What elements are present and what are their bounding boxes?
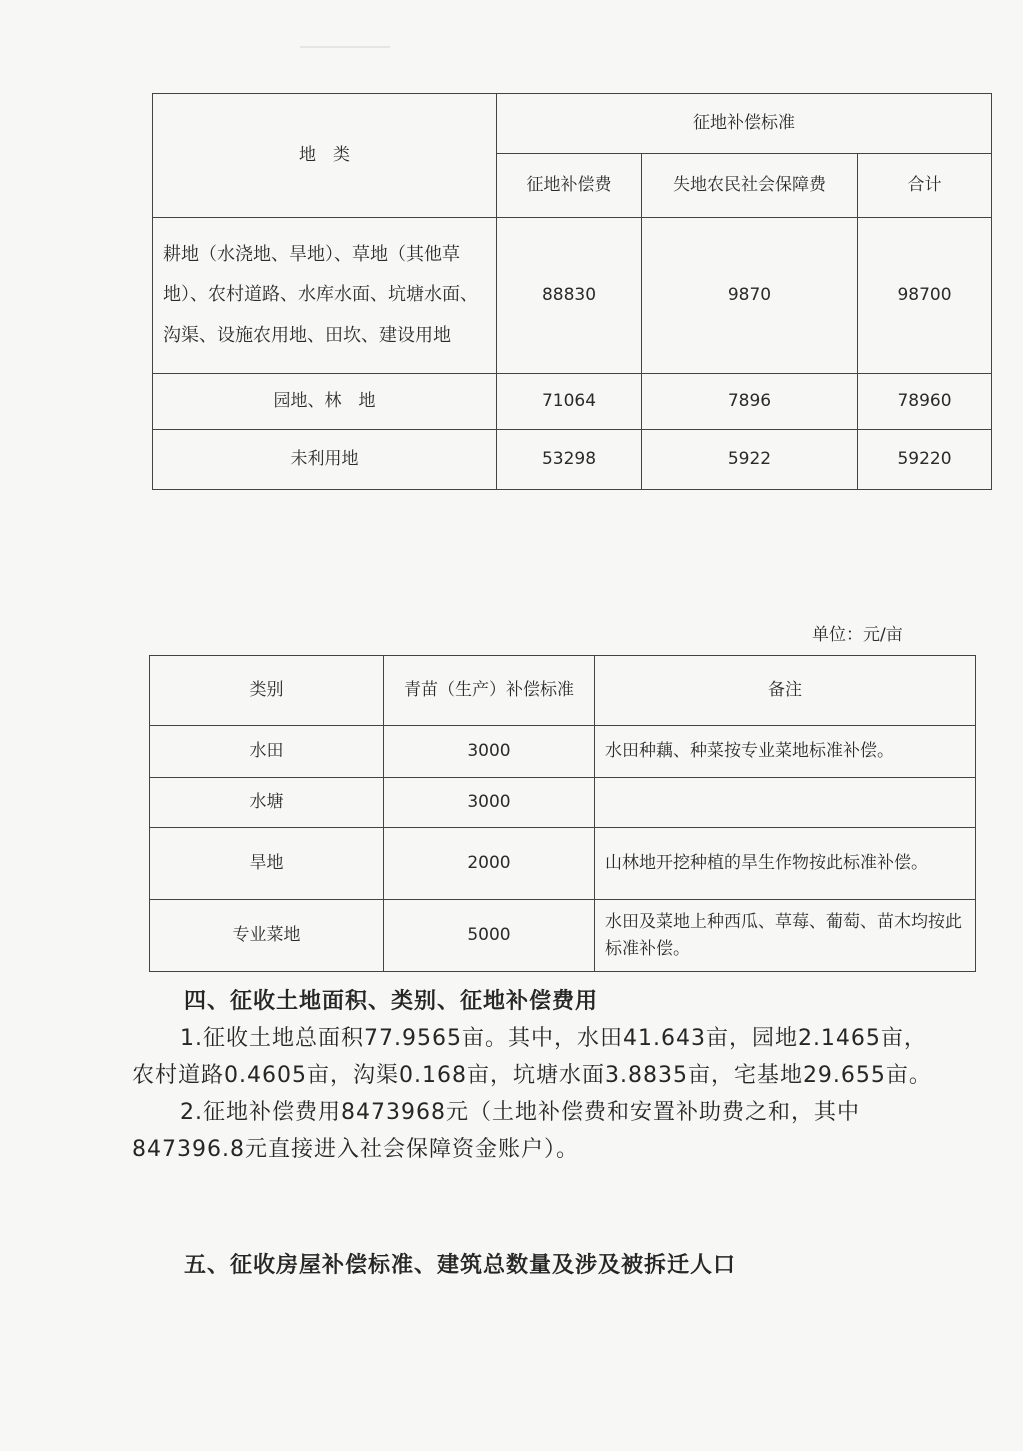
total-cell: 78960 (858, 374, 992, 430)
table-row (150, 778, 976, 828)
note-cell: 山林地开挖种植的旱生作物按此标准补偿。 (595, 828, 976, 900)
category-cell: 专业菜地 (150, 900, 384, 972)
social-security-cell: 5922 (642, 430, 858, 490)
table-row (150, 900, 976, 972)
scan-mark (300, 46, 390, 58)
header-land-type: 地 类 (153, 94, 497, 218)
category-cell: 水塘 (150, 778, 384, 828)
note-cell (595, 778, 976, 828)
table-row (150, 726, 976, 778)
header-compensation: 征地补偿费 (497, 154, 642, 218)
section-4-heading: 四、征收土地面积、类别、征地补偿费用 (184, 989, 599, 1014)
header-note: 备注 (595, 656, 976, 726)
compensation-cell: 71064 (497, 374, 642, 430)
header-total: 合计 (858, 154, 992, 218)
standard-cell: 3000 (384, 778, 595, 828)
land-type-cell: 耕地（水浇地、旱地）、草地（其他草地）、农村道路、水库水面、坑塘水面、沟渠、设施农用地、田坎、建设用地 (153, 218, 497, 374)
section-5-heading: 五、征收房屋补偿标准、建筑总数量及涉及被拆迁人口 (184, 1253, 737, 1278)
land-compensation-table (152, 93, 992, 490)
social-security-cell: 7896 (642, 374, 858, 430)
standard-cell: 2000 (384, 828, 595, 900)
note-cell: 水田种藕、种菜按专业菜地标准补偿。 (595, 726, 976, 778)
section-4-paragraph-1: 1.征收土地总面积77.9565亩。其中，水田41.643亩，园地2.1465亩，农村道路0.4605亩，沟渠0.168亩，坑塘水面3.8835亩，宅基地29.655亩。 (132, 1026, 932, 1088)
section-4 (132, 984, 932, 1168)
note-cell: 水田及菜地上种西瓜、草莓、葡萄、苗木均按此标准补偿。 (595, 900, 976, 972)
total-cell: 59220 (858, 430, 992, 490)
table-row (153, 374, 992, 430)
section-5 (132, 1248, 932, 1284)
table-row (153, 430, 992, 490)
compensation-cell: 53298 (497, 430, 642, 490)
header-category: 类别 (150, 656, 384, 726)
standard-cell: 5000 (384, 900, 595, 972)
crop-compensation-table (149, 655, 976, 972)
header-social-security: 失地农民社会保障费 (642, 154, 858, 218)
social-security-cell: 9870 (642, 218, 858, 374)
header-standard: 征地补偿标准 (497, 94, 992, 154)
table-row (150, 828, 976, 900)
table-row (153, 218, 992, 374)
standard-cell: 3000 (384, 726, 595, 778)
section-4-paragraph-2: 2.征地补偿费用8473968元（土地补偿费和安置补助费之和，其中847396.8元直接进入社会保障资金账户）。 (132, 1100, 860, 1162)
compensation-cell: 88830 (497, 218, 642, 374)
total-cell: 98700 (858, 218, 992, 374)
category-cell: 旱地 (150, 828, 384, 900)
category-cell: 水田 (150, 726, 384, 778)
header-crop-standard: 青苗（生产）补偿标准 (384, 656, 595, 726)
land-type-cell: 未利用地 (153, 430, 497, 490)
unit-label: 单位：元/亩 (812, 625, 903, 645)
land-type-cell: 园地、林 地 (153, 374, 497, 430)
